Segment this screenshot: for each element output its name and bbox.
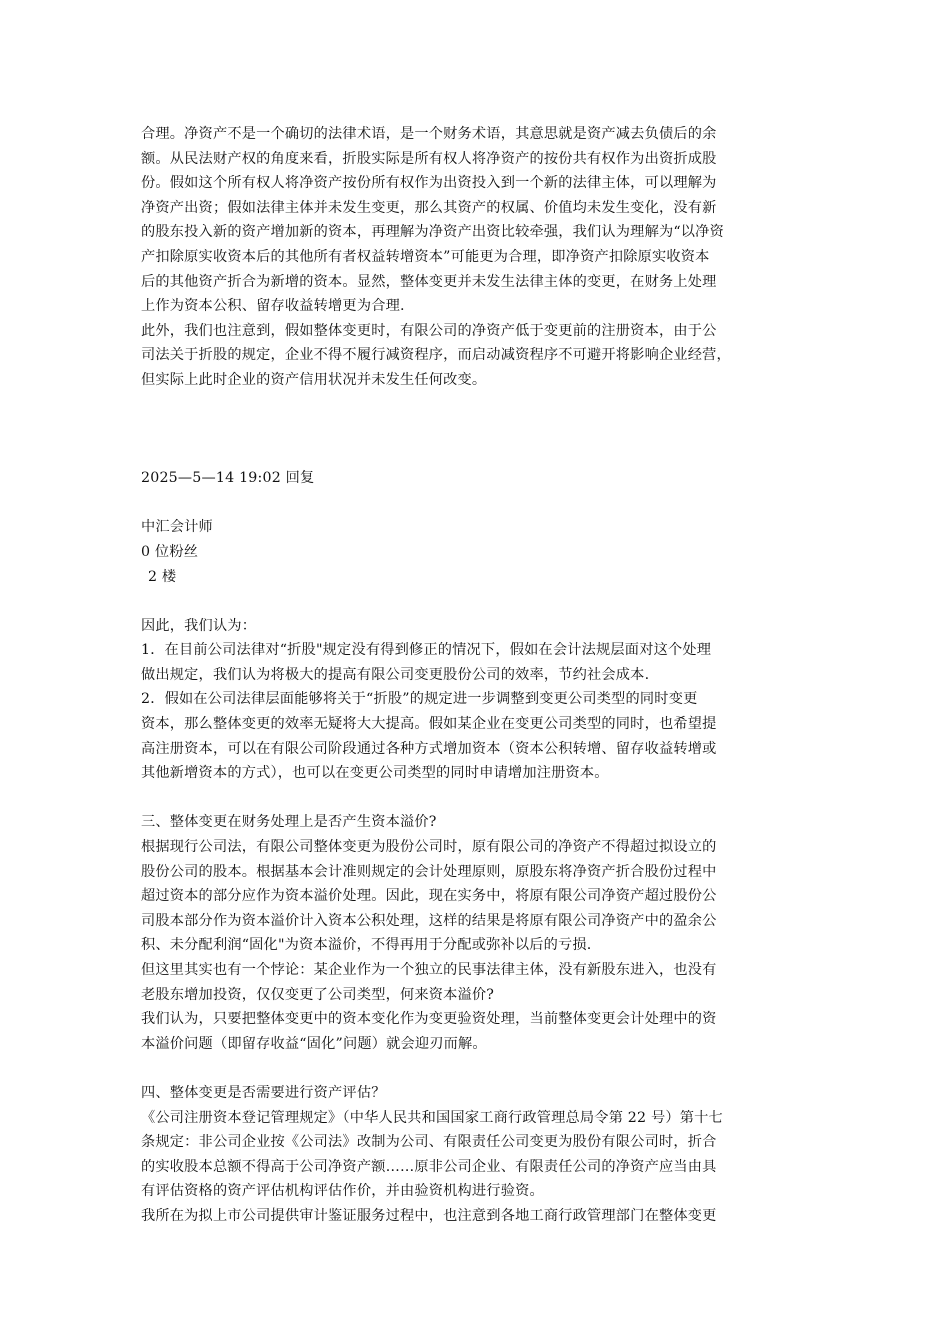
floor-number: 2 楼 <box>148 568 177 585</box>
paragraph-line: 上作为资本公积、留存收益转增更为合理. <box>141 298 405 315</box>
paragraph-line: 后的其他资产折合为新增的资本。显然，整体变更并未发生法律主体的变更，在财务上处理 <box>141 273 717 290</box>
document-page <box>141 122 825 1229</box>
paragraph-line: 本溢价问题（即留存收益“固化”问题）就会迎刃而解。 <box>141 1035 487 1052</box>
paragraph-line: 司法关于折股的规定，企业不得不履行减资程序，而启动减资程序不可避开将影响企业经营， <box>141 347 731 364</box>
paragraph-line: 条规定：非公司企业按《公司法》改制为公司、有限责任公司变更为股份有限公司时，折合 <box>141 1134 717 1151</box>
paragraph-line: 合理。净资产不是一个确切的法律术语，是一个财务术语，其意思就是资产减去负债后的余 <box>141 126 717 142</box>
section-four <box>141 1081 825 1229</box>
paragraph-line: 老股东增加投资，仅仅变更了公司类型，何来资本溢价? <box>141 986 495 1003</box>
fans-count: 0 位粉丝 <box>141 543 199 560</box>
paragraph-line: 其他新增资本的方式），也可以在变更公司类型的同时申请增加注册资本。 <box>141 765 609 782</box>
section-top <box>141 122 825 393</box>
paragraph-line: 因此，我们认为： <box>141 617 257 634</box>
paragraph-line: 产扣除原实收资本后的其他所有者权益转增资本”可能更为合理，即净资产扣除原实收资本 <box>141 248 710 265</box>
spacer <box>141 393 825 442</box>
paragraph-line: 但这里其实也有一个悖论：某企业作为一个独立的民事法律主体，没有新股东进入，也没有 <box>141 962 717 978</box>
paragraph-line: 高注册资本，可以在有限公司阶段通过各种方式增加资本（资本公积转增、留存收益转增或 <box>141 740 717 757</box>
paragraph-line: 1．在目前公司法律对“折股"规定没有得到修正的情况下，假如在会计法规层面对这个处理 <box>141 642 712 659</box>
paragraph-line: 我们认为，只要把整体变更中的资本变化作为变更验资处理，当前整体变更会计处理中的资 <box>141 1011 717 1028</box>
paragraph-line: 的股东投入新的资产增加新的资本，再理解为净资产出资比较牵强，我们认为理解为“以净资 <box>141 224 724 241</box>
paragraph-line: 《公司注册资本登记管理规定》（中华人民共和国国家工商行政管理总局令第 22 号）第十七 <box>141 1109 723 1126</box>
paragraph-line: 积、未分配利润“固化"为资本溢价，不得再用于分配或弥补以后的亏损. <box>141 937 592 954</box>
reply-timestamp: 2025—5—14 19:02 回复 <box>141 470 315 487</box>
paragraph-line: 超过资本的部分应作为资本溢价处理。因此，现在实务中，将原有限公司净资产超过股份公 <box>141 888 717 905</box>
paragraph-line: 但实际上此时企业的资产信用状况并未发生任何改变。 <box>141 371 487 388</box>
author-name[interactable]: 中汇会计师 <box>141 519 213 536</box>
paragraph-line: 此外，我们也注意到，假如整体变更时，有限公司的净资产低于变更前的注册资本，由于公 <box>141 322 717 339</box>
spacer <box>141 1056 825 1081</box>
paragraph-line: 我所在为拟上市公司提供审计鉴证服务过程中，也注意到各地工商行政管理部门在整体变更 <box>141 1207 717 1224</box>
section-conclusion <box>141 614 825 786</box>
spacer <box>141 442 825 467</box>
paragraph-line: 做出规定，我们认为将极大的提高有限公司变更股份公司的效率，节约社会成本. <box>141 666 650 683</box>
paragraph-line: 的实收股本总额不得高于公司净资产额……原非公司企业、有限责任公司的净资产应当由具 <box>141 1158 717 1175</box>
paragraph-line: 股份公司的股本。根据基本会计准则规定的会计处理原则，原股东将净资产折合股份过程中 <box>141 863 717 880</box>
spacer <box>141 786 825 811</box>
paragraph-line: 有评估资格的资产评估机构评估作价，并由验资机构进行验资。 <box>141 1183 544 1200</box>
spacer <box>141 589 825 614</box>
section-heading: 三、整体变更在财务处理上是否产生资本溢价? <box>141 814 437 831</box>
post-author-block <box>141 515 825 589</box>
paragraph-line: 额。从民法财产权的角度来看，折股实际是所有权人将净资产的按份共有权作为出资折成股 <box>141 150 717 167</box>
section-three <box>141 810 825 1056</box>
paragraph-line: 司股本部分作为资本溢价计入资本公积处理，这样的结果是将原有限公司净资产中的盈余公 <box>141 912 717 929</box>
paragraph-line: 2．假如在公司法律层面能够将关于“折股”的规定进一步调整到变更公司类型的同时变更 <box>141 691 698 708</box>
paragraph-line: 净资产出资；假如法律主体并未发生变更，那么其资产的权属、价值均未发生变化，没有新 <box>141 199 717 216</box>
paragraph-line: 根据现行公司法，有限公司整体变更为股份公司时，原有限公司的净资产不得超过拟设立的 <box>141 839 717 856</box>
paragraph-line: 份。假如这个所有权人将净资产按份所有权作为出资投入到一个新的法律主体，可以理解为 <box>141 175 717 192</box>
paragraph-line: 资本，那么整体变更的效率无疑将大大提高。假如某企业在变更公司类型的同时，也希望提 <box>141 716 717 733</box>
spacer <box>141 491 825 516</box>
section-heading: 四、整体变更是否需要进行资产评估？ <box>141 1084 386 1101</box>
